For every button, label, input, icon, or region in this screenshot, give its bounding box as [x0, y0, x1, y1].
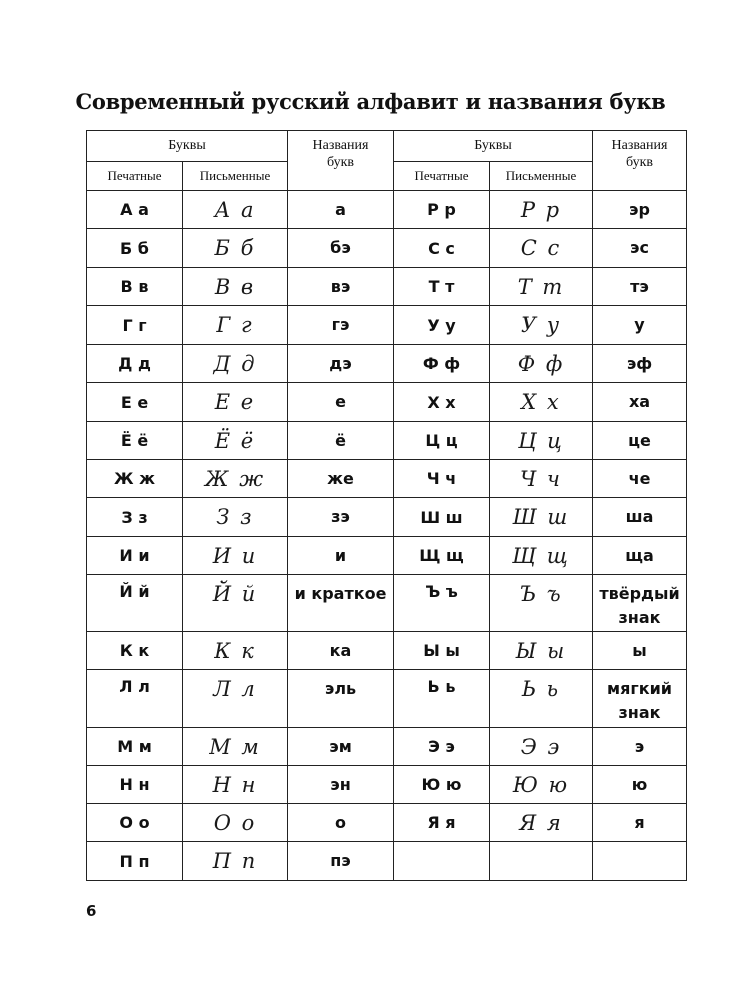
letter-name: эр: [593, 191, 687, 229]
letter-name: эм: [288, 728, 394, 766]
page-title: Современный русский алфавит и названия букв: [75, 89, 666, 114]
table-row: [87, 670, 687, 728]
handwritten-letter: Ш ш: [490, 498, 593, 537]
handwritten-letter: [490, 842, 593, 881]
printed-letter: Й й: [87, 575, 183, 632]
handwritten-letter: О о: [183, 804, 288, 842]
header-names-right: [593, 131, 687, 191]
table-row: [87, 229, 687, 268]
printed-letter: Ё ё: [87, 422, 183, 460]
handwritten-letter: Б б: [183, 229, 288, 268]
handwritten-letter: Ч ч: [490, 460, 593, 498]
printed-letter: Ъ ъ: [394, 575, 490, 632]
letter-name: це: [593, 422, 687, 460]
letter-name: у: [593, 306, 687, 345]
handwritten-letter: Е е: [183, 383, 288, 422]
printed-letter: Ь ь: [394, 670, 490, 728]
header-letters-right: Буквы: [394, 131, 593, 162]
letter-name: ша: [593, 498, 687, 537]
printed-letter: Ч ч: [394, 460, 490, 498]
letter-name: [593, 842, 687, 881]
table-row: [87, 766, 687, 804]
letter-name: ка: [288, 632, 394, 670]
header-printed-right: Печатные: [394, 162, 490, 191]
table-row: [87, 383, 687, 422]
printed-letter: С с: [394, 229, 490, 268]
handwritten-letter: Ю ю: [490, 766, 593, 804]
printed-letter: Ц ц: [394, 422, 490, 460]
printed-letter: Э э: [394, 728, 490, 766]
handwritten-letter: В в: [183, 268, 288, 306]
header-names-right-text: Названия букв: [611, 138, 668, 170]
letter-name: ы: [593, 632, 687, 670]
table-row: [87, 306, 687, 345]
table-row: [87, 728, 687, 766]
letter-name: бэ: [288, 229, 394, 268]
header-letters-left: Буквы: [87, 131, 288, 162]
handwritten-letter: Э э: [490, 728, 593, 766]
handwritten-letter: Р р: [490, 191, 593, 229]
handwritten-letter: К к: [183, 632, 288, 670]
header-printed-left: Печатные: [87, 162, 183, 191]
handwritten-letter: У у: [490, 306, 593, 345]
handwritten-letter: Н н: [183, 766, 288, 804]
handwritten-letter: Й й: [183, 575, 288, 632]
handwritten-letter: Х х: [490, 383, 593, 422]
printed-letter: Т т: [394, 268, 490, 306]
handwritten-letter: Д д: [183, 345, 288, 383]
printed-letter: Я я: [394, 804, 490, 842]
handwritten-letter: Я я: [490, 804, 593, 842]
letter-name: ща: [593, 537, 687, 575]
printed-letter: У у: [394, 306, 490, 345]
handwritten-letter: З з: [183, 498, 288, 537]
table-row: [87, 804, 687, 842]
handwritten-letter: П п: [183, 842, 288, 881]
handwritten-letter: Т т: [490, 268, 593, 306]
letter-name: е: [288, 383, 394, 422]
letter-name: эн: [288, 766, 394, 804]
printed-letter: К к: [87, 632, 183, 670]
letter-name: дэ: [288, 345, 394, 383]
printed-letter: Д д: [87, 345, 183, 383]
printed-letter: Р р: [394, 191, 490, 229]
table-row: [87, 498, 687, 537]
letter-name: эс: [593, 229, 687, 268]
letter-name: вэ: [288, 268, 394, 306]
letter-name: э: [593, 728, 687, 766]
printed-letter: [394, 842, 490, 881]
printed-letter: Н н: [87, 766, 183, 804]
printed-letter: В в: [87, 268, 183, 306]
letter-name: твёрдый знак: [593, 575, 687, 632]
printed-letter: Щ щ: [394, 537, 490, 575]
letter-name: мягкий знак: [593, 670, 687, 728]
table-row: [87, 575, 687, 632]
letter-name: пэ: [288, 842, 394, 881]
handwritten-letter: Ф ф: [490, 345, 593, 383]
handwritten-letter: Ц ц: [490, 422, 593, 460]
letter-name: а: [288, 191, 394, 229]
handwritten-letter: А а: [183, 191, 288, 229]
printed-letter: З з: [87, 498, 183, 537]
printed-letter: Ш ш: [394, 498, 490, 537]
printed-letter: Е е: [87, 383, 183, 422]
table-row: [87, 268, 687, 306]
handwritten-letter: Ё ё: [183, 422, 288, 460]
letter-name: ю: [593, 766, 687, 804]
handwritten-letter: Л л: [183, 670, 288, 728]
letter-name: зэ: [288, 498, 394, 537]
letter-name: и: [288, 537, 394, 575]
letter-name: че: [593, 460, 687, 498]
handwritten-letter: Ы ы: [490, 632, 593, 670]
printed-letter: Ы ы: [394, 632, 490, 670]
letter-name: ха: [593, 383, 687, 422]
header-handwritten-right: Письменные: [490, 162, 593, 191]
table-row: [87, 632, 687, 670]
printed-letter: Б б: [87, 229, 183, 268]
table-row: [87, 842, 687, 881]
handwritten-letter: Ъ ъ: [490, 575, 593, 632]
table-row: [87, 537, 687, 575]
handwritten-letter: И и: [183, 537, 288, 575]
letter-name: эль: [288, 670, 394, 728]
printed-letter: Л л: [87, 670, 183, 728]
letter-name: гэ: [288, 306, 394, 345]
table-row: [87, 422, 687, 460]
letter-name: тэ: [593, 268, 687, 306]
handwritten-letter: С с: [490, 229, 593, 268]
handwritten-letter: Ж ж: [183, 460, 288, 498]
letter-name: же: [288, 460, 394, 498]
table-row: [87, 345, 687, 383]
handwritten-letter: М м: [183, 728, 288, 766]
header-names-left: [288, 131, 394, 191]
printed-letter: Ж ж: [87, 460, 183, 498]
printed-letter: М м: [87, 728, 183, 766]
printed-letter: И и: [87, 537, 183, 575]
header-handwritten-left: Письменные: [183, 162, 288, 191]
letter-name: ё: [288, 422, 394, 460]
printed-letter: А а: [87, 191, 183, 229]
printed-letter: Ю ю: [394, 766, 490, 804]
header-names-left-text: Названия букв: [312, 138, 369, 170]
printed-letter: Ф ф: [394, 345, 490, 383]
printed-letter: Х х: [394, 383, 490, 422]
letter-name: эф: [593, 345, 687, 383]
alphabet-table: [86, 130, 687, 881]
page-number: 6: [86, 902, 97, 920]
printed-letter: Г г: [87, 306, 183, 345]
letter-name: о: [288, 804, 394, 842]
letter-name: я: [593, 804, 687, 842]
printed-letter: П п: [87, 842, 183, 881]
letter-name: и краткое: [288, 575, 394, 632]
printed-letter: О о: [87, 804, 183, 842]
handwritten-letter: Щ щ: [490, 537, 593, 575]
table-row: [87, 460, 687, 498]
handwritten-letter: Ь ь: [490, 670, 593, 728]
handwritten-letter: Г г: [183, 306, 288, 345]
table-row: [87, 191, 687, 229]
